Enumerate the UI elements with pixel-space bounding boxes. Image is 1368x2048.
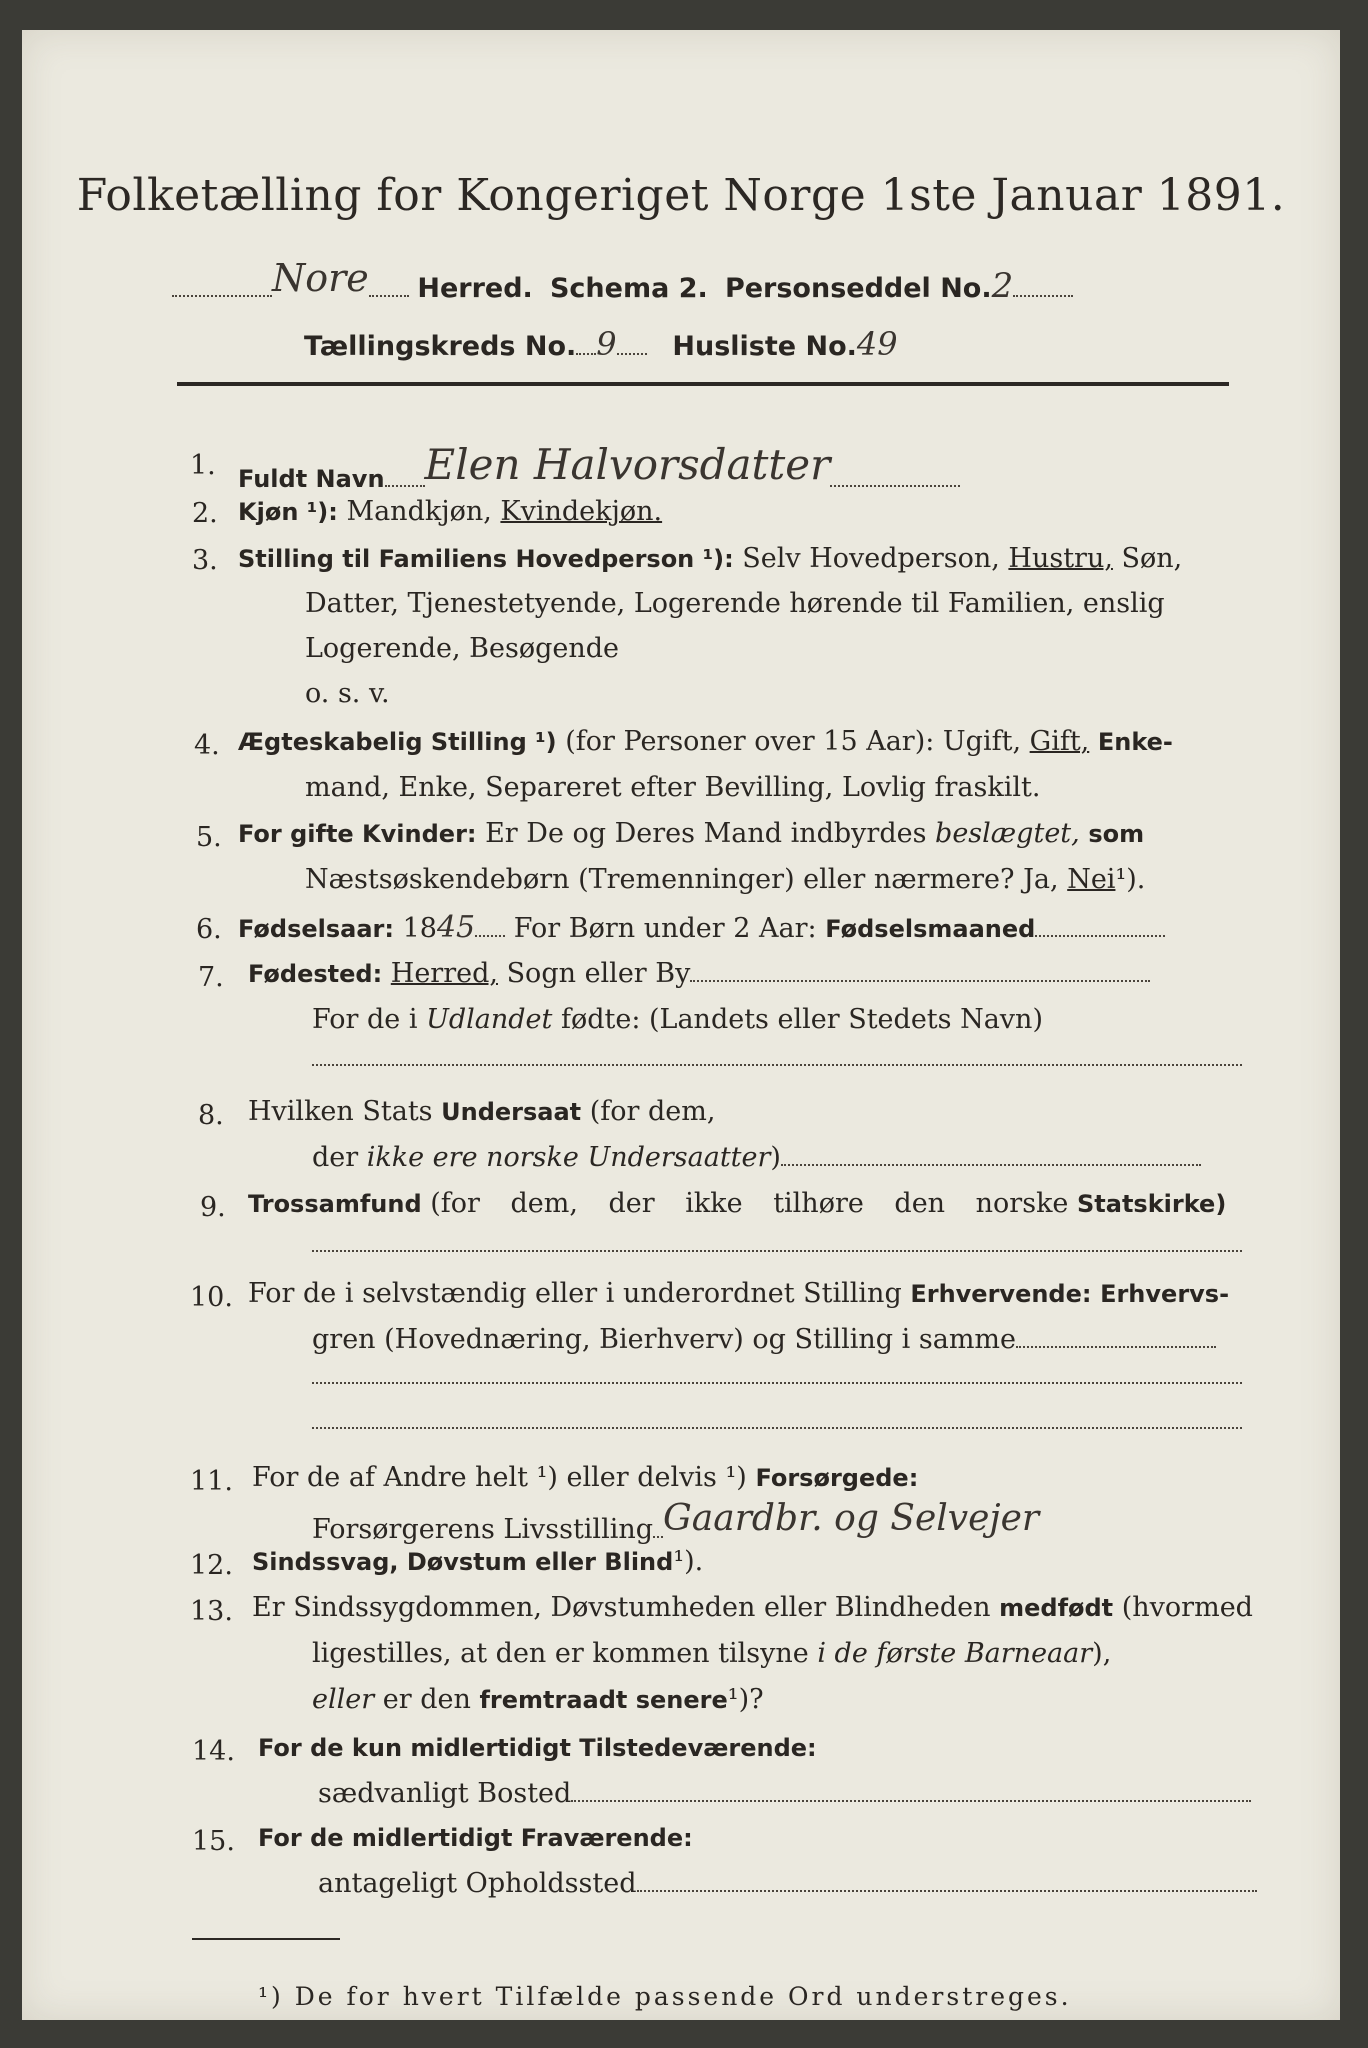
q11-value: Gaardbr. og Selvejer [663, 1498, 1040, 1539]
q10-blank-line-1 [312, 1360, 1242, 1391]
q8-row-1 [248, 1096, 715, 1127]
taellingskreds-label: Tællingskreds No. [304, 331, 577, 362]
q6-number: 6. [196, 914, 222, 945]
personseddel-value: 2 [991, 266, 1014, 306]
q2-row [238, 496, 662, 527]
census-form-page [22, 30, 1340, 2020]
header-rule [177, 382, 1229, 386]
q7-row-2 [312, 1004, 1043, 1035]
q1-row [238, 440, 960, 497]
form-title: Folketælling for Kongeriget Norge 1ste Januar 1891. [76, 170, 1286, 221]
q3-row-4: o. s. v. [305, 678, 390, 709]
herred-label: Herred. [417, 273, 533, 304]
herred-value: Nore [272, 256, 369, 300]
q10-text-b: gren (Hovednæring, Bierhverv) og Stilling i samme [312, 1324, 1017, 1355]
q15-number: 15. [192, 1826, 235, 1857]
q9-text: (for dem, der ikke tilhøre den norske [430, 1188, 1069, 1219]
q13-row-1 [252, 1592, 1253, 1623]
q13-text-a: Er Sindssygdommen, Døvstumheden eller Blindheden [252, 1592, 991, 1623]
q7-udlandet: Udlandet [426, 1004, 553, 1035]
q1-number: 1. [190, 450, 216, 481]
q7-row-1 [248, 958, 1150, 989]
q5-beslaegtet: beslægtet, [935, 818, 1080, 849]
schema-label: Schema 2. [549, 273, 708, 304]
q11-text-a: For de af Andre helt ¹) eller delvis ¹) [252, 1462, 747, 1493]
q13-fremtraadt: fremtraadt senere [479, 1686, 728, 1714]
q14-label: For de kun midlertidigt Tilstedeværende: [258, 1734, 817, 1762]
q6-label: Fødselsaar: [238, 915, 394, 943]
q8-undersaat: Undersaat [441, 1098, 582, 1126]
q3-row-3: Logerende, Besøgende [305, 633, 619, 664]
q14-row-1 [258, 1732, 817, 1763]
q11-row-1 [252, 1462, 918, 1493]
q7-blank-line [312, 1042, 1242, 1073]
q7-text-a: For de i [312, 1004, 418, 1035]
q15-opholdssted: antageligt Opholdssted [318, 1868, 637, 1899]
q3-row-1 [238, 543, 1182, 574]
q5-som: som [1088, 820, 1145, 848]
footnote-rule [192, 1938, 340, 1940]
q13-hvormed: (hvormed [1121, 1592, 1253, 1623]
q5-text-b: Næstsøskendebørn (Tremenninger) eller nærmere? Ja, [305, 864, 1059, 895]
q5-suffix: ¹). [1115, 864, 1146, 895]
q6-text: For Børn under 2 Aar: [513, 913, 817, 944]
q2-mandkjon: Mandkjøn, [346, 496, 492, 527]
q10-number: 10. [190, 1282, 233, 1313]
q1-value: Elen Halvorsdatter [424, 440, 831, 489]
q13-medfodt: medfødt [999, 1594, 1114, 1622]
q6-prefix: 18 [402, 913, 437, 944]
q14-bosted: sædvanligt Bosted [318, 1778, 572, 1809]
q14-number: 14. [192, 1736, 235, 1767]
q10-blank-line-2 [312, 1405, 1242, 1436]
q9-blank-line [312, 1228, 1242, 1259]
q7-herred: Herred, [390, 958, 498, 989]
q13-suffix: ¹)? [727, 1684, 764, 1715]
q8-row-2 [312, 1142, 1201, 1173]
q12-label: Sindssvag, Døvstum eller Blind [252, 1548, 674, 1576]
q7-label: Fødested: [248, 960, 383, 988]
q5-nei: Nei [1067, 864, 1116, 895]
q12-suffix: ¹). [673, 1546, 704, 1577]
q12-row [252, 1546, 703, 1577]
q4-row-2: mand, Enke, Separeret efter Bevilling, Lovlig fraskilt. [305, 772, 1041, 803]
q8-ikke-ere: ikke ere norske Undersaatter [366, 1142, 771, 1173]
q15-row-1 [258, 1822, 693, 1853]
q5-row-2 [305, 864, 1145, 895]
q13-eller: eller [312, 1684, 375, 1715]
q9-number: 9. [200, 1192, 226, 1223]
q13-er-den: er den [382, 1684, 471, 1715]
q8-der: der [312, 1142, 359, 1173]
q15-label: For de midlertidigt Fraværende: [258, 1824, 693, 1852]
q7-number: 7. [198, 962, 224, 993]
q3-son: Søn, [1121, 543, 1183, 574]
q13-number: 13. [190, 1596, 233, 1627]
q10-erhvervende: Erhvervende: [910, 1280, 1092, 1308]
q13-close: ), [1092, 1638, 1112, 1669]
q11-row-2 [312, 1498, 1040, 1547]
q3-number: 3. [192, 545, 218, 576]
taellingskreds-line [304, 325, 898, 363]
herred-line [172, 256, 1073, 306]
q1-label: Fuldt Navn [238, 465, 385, 493]
q8-number: 8. [198, 1100, 224, 1131]
q6-value: 45 [436, 910, 476, 945]
q9-row [248, 1188, 1226, 1219]
q4-number: 4. [194, 730, 220, 761]
q13-row-2 [312, 1638, 1111, 1669]
q2-kvindekjon: Kvindekjøn. [500, 496, 663, 527]
q9-label: Trossamfund [248, 1190, 422, 1218]
q4-text-a: (for Personer over 15 Aar): Ugift, [565, 726, 1022, 757]
q4-label: Ægteskabelig Stilling ¹) [238, 728, 557, 756]
q3-row-2: Datter, Tjenestetyende, Logerende hørende til Familien, enslig [305, 588, 1165, 619]
personseddel-label: Personseddel No. [724, 273, 992, 304]
q8-close: ) [770, 1142, 781, 1173]
q11-label: Forsørgerens Livsstilling [312, 1514, 654, 1545]
q8-text-b: (for dem, [589, 1096, 716, 1127]
q2-label: Kjøn ¹): [238, 498, 338, 526]
q10-row-2 [312, 1324, 1216, 1355]
q3-label: Stilling til Familiens Hovedperson ¹): [238, 545, 734, 573]
taellingskreds-value: 9 [596, 325, 617, 363]
q5-text-a: Er De og Deres Mand indbyrdes [485, 818, 927, 849]
q13-row-3 [312, 1684, 764, 1715]
q11-number: 11. [190, 1466, 233, 1497]
husliste-value: 49 [856, 325, 898, 363]
q6-label2: Fødselsmaaned [825, 915, 1036, 943]
q5-number: 5. [196, 822, 222, 853]
q8-text-a: Hvilken Stats [248, 1096, 433, 1127]
footnote: ¹) De for hvert Tilfælde passende Ord understreges. [258, 1982, 1072, 2011]
q10-erhvervs: Erhvervs- [1100, 1280, 1230, 1308]
q13-barneaar: i de første Barneaar [817, 1638, 1093, 1669]
q7-text-b: fødte: (Landets eller Stedets Navn) [560, 1004, 1043, 1035]
q6-row [238, 910, 1165, 945]
q2-number: 2. [192, 498, 218, 529]
q7-sogn: Sogn eller By [506, 958, 691, 989]
q4-row-1 [238, 726, 1173, 757]
q14-row-2 [318, 1778, 1251, 1809]
q5-row-1 [238, 818, 1144, 849]
q4-enke: Enke- [1097, 728, 1173, 756]
q9-statskirke: Statskirke) [1077, 1190, 1227, 1218]
husliste-label: Husliste No. [672, 331, 857, 362]
q3-hustru: Hustru, [1008, 543, 1113, 574]
q15-row-2 [318, 1868, 1257, 1899]
q11-forsorgede: Forsørgede: [755, 1464, 919, 1492]
q5-label: For gifte Kvinder: [238, 820, 477, 848]
q10-text-a: For de i selvstændig eller i underordnet Stilling [248, 1278, 902, 1309]
q12-number-label: 12. [190, 1550, 233, 1581]
q3-selv: Selv Hovedperson, [742, 543, 1000, 574]
q4-gift: Gift, [1029, 726, 1090, 757]
q13-text-b: ligestilles, at den er kommen tilsyne [312, 1638, 809, 1669]
q10-row-1 [248, 1278, 1229, 1309]
